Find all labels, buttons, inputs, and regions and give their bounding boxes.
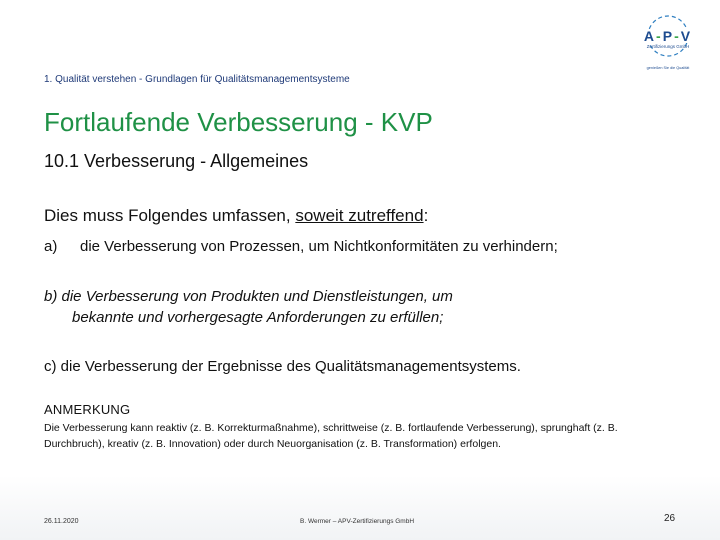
logo-letter-v: V (680, 28, 693, 44)
apv-logo (628, 10, 708, 72)
footer-author: B. Wermer – APV-Zertifizierungs GmbH (300, 518, 415, 525)
intro-underlined: soweit zutreffend (295, 206, 424, 225)
logo-company: Zertifizierungs GmbH (646, 44, 690, 49)
list-item-b (44, 286, 453, 328)
list-text-b-line1: b) die Verbesserung von Produkten und Dienstleistungen, um (44, 288, 453, 305)
list-item-a (44, 238, 558, 255)
logo-letter-a: A (643, 28, 657, 44)
footer-date: 26.11.2020 (44, 518, 79, 525)
page-number: 26 (664, 513, 676, 524)
intro-after: : (423, 206, 429, 225)
note-heading: ANMERKUNG (44, 402, 131, 417)
section-subtitle: 10.1 Verbesserung - Allgemeines (44, 151, 309, 171)
apv-logo-icon (628, 10, 708, 72)
page-title: Fortlaufende Verbesserung - KVP (44, 107, 433, 137)
list-text-b-line2: bekannte und vorhergesagte Anforderungen zu erfüllen; (72, 309, 444, 326)
intro-before: Dies muss Folgendes umfassen, (44, 206, 296, 225)
intro-text (44, 206, 428, 226)
breadcrumb: 1. Qualität verstehen - Grundlagen für Qualitätsmanagementsysteme (44, 74, 350, 85)
logo-letter-p: P (662, 28, 675, 44)
note-body: Die Verbesserung kann reaktiv (z. B. Korrekturmaßnahme), schrittweise (z. B. fortlaufende Verbesserung), sprunghaft (z. B. Durchbruch), kreativ (z. B. Innovation) oder durch Neuorganisation (z. B. Transformation) erfolgen. (44, 422, 618, 450)
list-text-a: die Verbesserung von Prozessen, um Nichtkonformitäten zu verhindern; (80, 238, 558, 255)
logo-tagline: genießen Sie die Qualität (646, 66, 690, 70)
list-marker-a: a) (44, 238, 58, 255)
list-item-c: c) die Verbesserung der Ergebnisse des Qualitätsmanagementsystems. (44, 358, 521, 375)
svg-text:A-P-V: A-P-V (643, 28, 693, 44)
